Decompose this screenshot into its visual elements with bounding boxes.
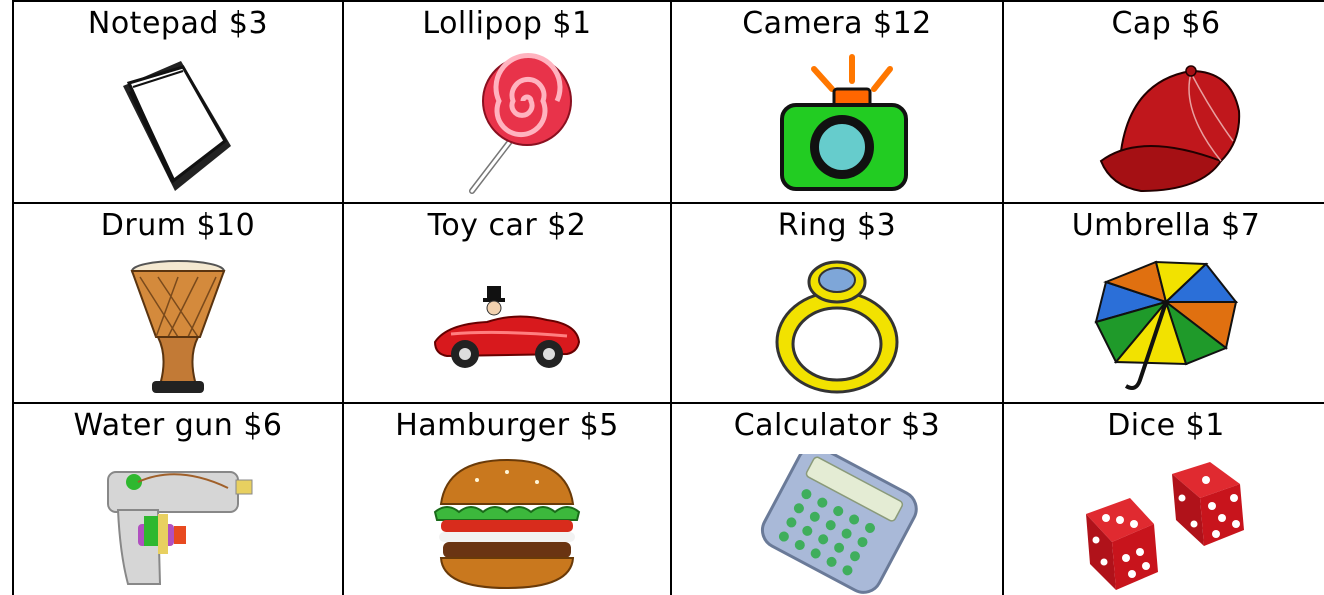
item-cell-calculator	[672, 404, 1004, 595]
item-cell-drum	[12, 204, 344, 404]
item-cell-dice	[1004, 404, 1324, 595]
item-label: Drum $10	[100, 208, 256, 243]
ring-icon	[762, 252, 912, 402]
item-label: Lollipop $1	[422, 6, 592, 41]
lollipop-icon	[432, 51, 582, 201]
drum-icon	[118, 257, 238, 397]
calculator-icon	[742, 454, 932, 594]
item-label: Dice $1	[1107, 408, 1225, 443]
item-cell-notepad	[12, 0, 344, 204]
item-label: Toy car $2	[427, 208, 587, 243]
dice-icon	[1076, 454, 1256, 594]
item-label: Notepad $3	[87, 6, 269, 41]
water-gun-icon	[98, 454, 258, 594]
item-label: Hamburger $5	[395, 408, 619, 443]
item-cell-camera	[672, 0, 1004, 204]
item-label: Water gun $6	[73, 408, 283, 443]
item-cell-umbrella	[1004, 204, 1324, 404]
item-label: Cap $6	[1111, 6, 1221, 41]
item-label: Camera $12	[742, 6, 932, 41]
item-cell-toy-car	[344, 204, 672, 404]
item-cell-water-gun	[12, 404, 344, 595]
item-cell-cap	[1004, 0, 1324, 204]
cap-icon	[1081, 51, 1251, 201]
umbrella-icon	[1086, 252, 1246, 402]
price-table	[12, 0, 1324, 595]
item-label: Ring $3	[777, 208, 897, 243]
notepad-icon	[103, 51, 253, 201]
item-label: Calculator $3	[733, 408, 941, 443]
camera-icon	[762, 51, 912, 201]
hamburger-icon	[427, 454, 587, 594]
item-label: Umbrella $7	[1071, 208, 1261, 243]
toy-car-icon	[427, 272, 587, 382]
item-cell-ring	[672, 204, 1004, 404]
item-cell-hamburger	[344, 404, 672, 595]
item-cell-lollipop	[344, 0, 672, 204]
